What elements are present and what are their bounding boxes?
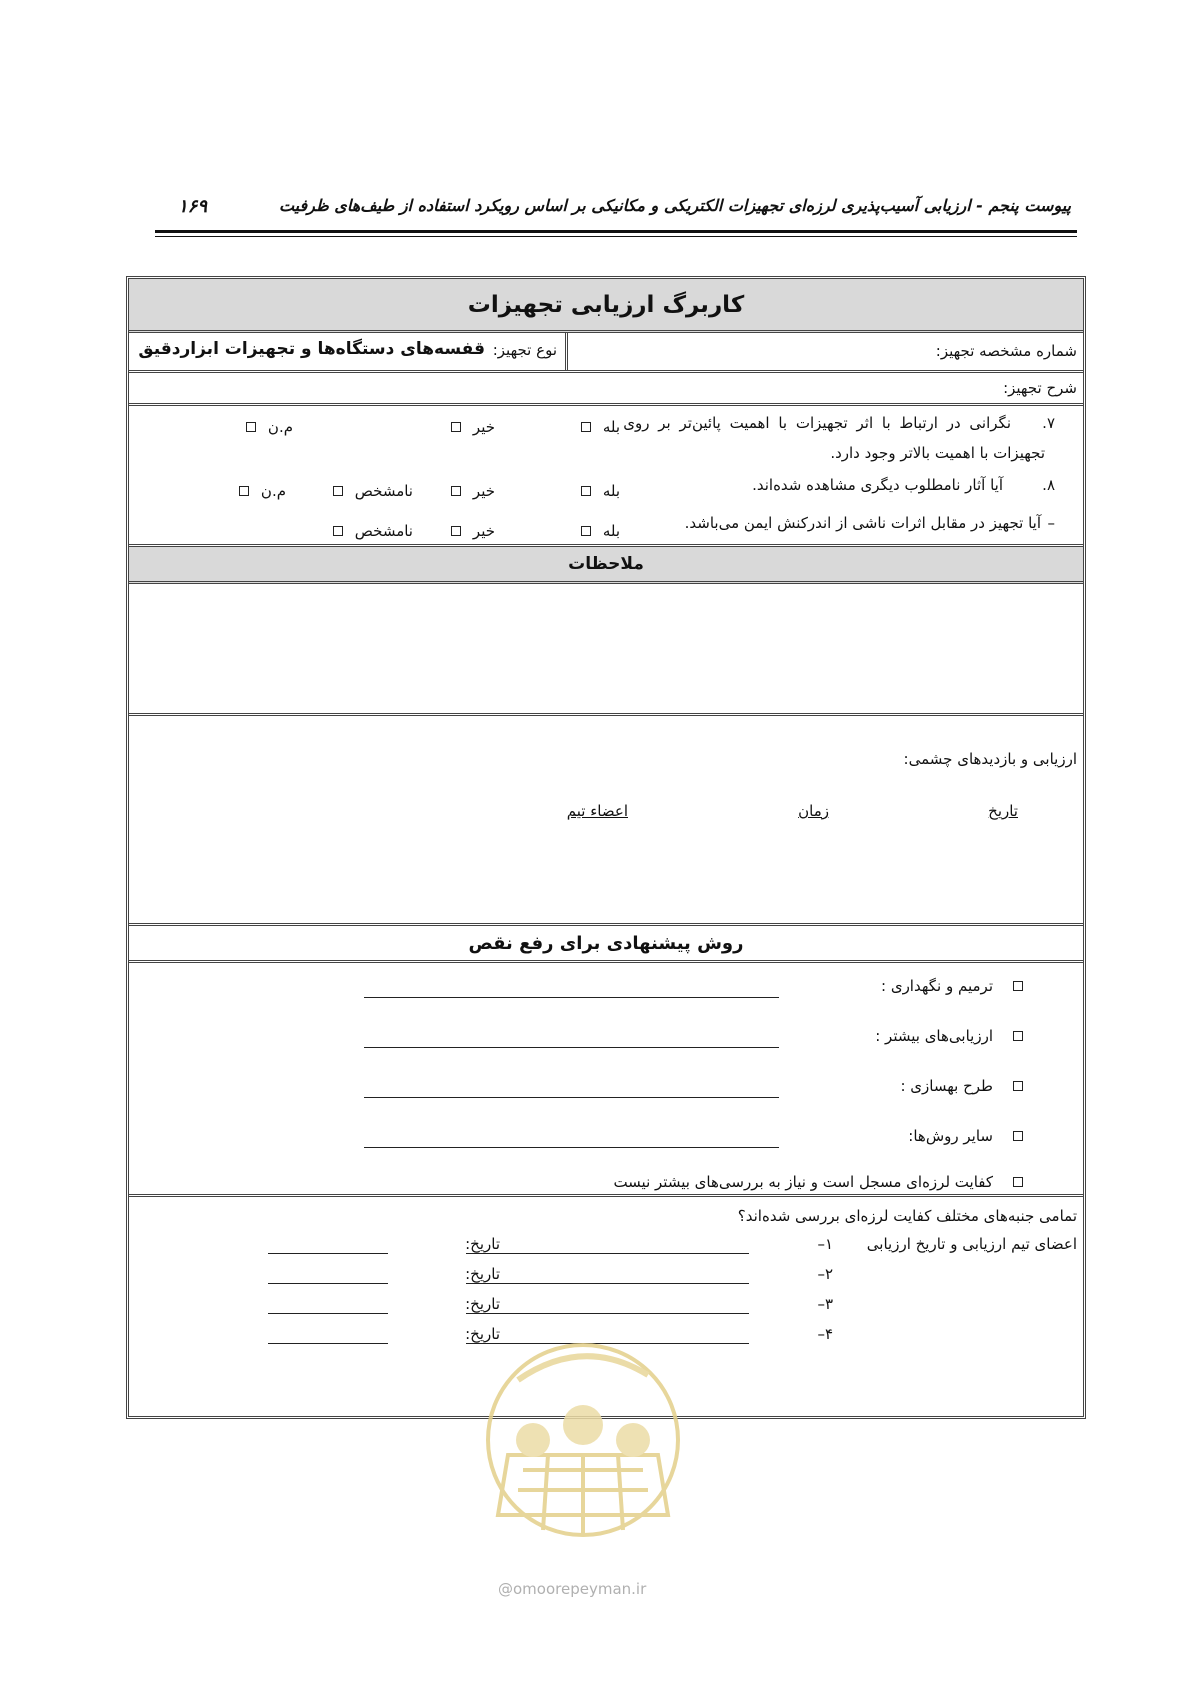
visual-inspection-label: ارزیابی و بازدیدهای چشمی: <box>903 750 1077 768</box>
q9-option-no[interactable] <box>451 522 495 540</box>
remedy-further-eval-line[interactable] <box>364 1047 779 1048</box>
equipment-id-label: شماره مشخصه تجهیز: <box>935 342 1077 360</box>
member-1-date-label: تاریخ: <box>465 1235 500 1253</box>
equipment-description-label: شرح تجهیز: <box>1003 379 1077 397</box>
member-3-date-line[interactable] <box>268 1313 388 1314</box>
q9-dash: – <box>1047 514 1055 532</box>
page-number: ۱۶۹ <box>178 196 208 217</box>
remedy-options-section <box>129 963 1083 1197</box>
q8-text: آیا آثار نامطلوب دیگری مشاهده شده‌اند. <box>752 476 1003 494</box>
remedy-option-adequate[interactable] <box>613 1173 1023 1191</box>
team-label: اعضای تیم ارزیابی و تاریخ ارزیابی <box>866 1235 1077 1253</box>
watermark-logo <box>478 1305 688 1575</box>
inspection-date-column: تاریخ <box>988 802 1018 820</box>
checkbox-icon[interactable] <box>1013 1031 1023 1041</box>
equipment-id-cell[interactable] <box>566 333 1083 370</box>
equipment-type-label: نوع تجهیز: <box>492 341 557 359</box>
q7-number: ۷. <box>1042 414 1055 432</box>
remedy-further-eval-label: ارزیابی‌های بیشتر : <box>875 1027 993 1045</box>
member-2-name-line[interactable] <box>466 1283 749 1284</box>
q8-option-unknown[interactable] <box>333 482 413 500</box>
remedy-retrofit-label: طرح بهسازی : <box>900 1077 993 1095</box>
q9-unknown-label: نامشخص <box>354 522 413 540</box>
q7-option-no[interactable] <box>451 418 495 436</box>
remedy-retrofit-line[interactable] <box>364 1097 779 1098</box>
q7-option-yes[interactable] <box>581 418 620 436</box>
remedy-other-line[interactable] <box>364 1147 779 1148</box>
remedy-title: روش پیشنهادی برای رفع نقص <box>468 932 744 954</box>
remarks-header <box>129 547 1083 584</box>
remedy-adequate-label: کفایت لرزه‌ای مسجل است و نیاز به بررسی‌های بیشتر نیست <box>613 1173 993 1191</box>
q8-option-yes[interactable] <box>581 482 620 500</box>
checkbox-icon[interactable] <box>239 486 249 496</box>
running-header-title: پیوست پنجم - ارزیابی آسیب‌پذیری لرزه‌ای تجهیزات الکتریکی و مکانیکی بر اساس رویکرد استفاده از طیف‌های ظرفیت <box>278 196 1071 215</box>
remedy-other-label: سایر روش‌ها: <box>908 1127 993 1145</box>
member-3-date-label: تاریخ: <box>465 1295 500 1313</box>
q8-option-no[interactable] <box>451 482 495 500</box>
inspection-time-column: زمان <box>798 802 829 820</box>
q8-unknown-label: نامشخص <box>354 482 413 500</box>
checkbox-icon[interactable] <box>246 422 256 432</box>
equipment-type-value: قفسه‌های دستگاه‌ها و تجهیزات ابزاردقیق <box>138 339 485 359</box>
q9-yes-label: بله <box>602 522 620 540</box>
member-2-date-line[interactable] <box>268 1283 388 1284</box>
member-2-date-label: تاریخ: <box>465 1265 500 1283</box>
remarks-title: ملاحظات <box>568 554 644 574</box>
equipment-id-type-row <box>129 333 1083 373</box>
equipment-description-row[interactable] <box>129 373 1083 406</box>
form-title: کاربرگ ارزیابی تجهیزات <box>467 291 745 318</box>
remedy-option-retrofit[interactable] <box>900 1077 1023 1095</box>
checkbox-icon[interactable] <box>1013 1131 1023 1141</box>
checkbox-icon[interactable] <box>333 486 343 496</box>
remedy-option-further-eval[interactable] <box>875 1027 1023 1045</box>
watermark-url: @omoorepeyman.ir <box>498 1580 647 1598</box>
checkbox-icon[interactable] <box>1013 1081 1023 1091</box>
header-rule <box>155 230 1077 233</box>
remedy-option-other[interactable] <box>908 1127 1023 1145</box>
q7-yes-label: بله <box>602 418 620 436</box>
remedy-header <box>129 926 1083 963</box>
checkbox-icon[interactable] <box>1013 981 1023 991</box>
q9-option-yes[interactable] <box>581 522 620 540</box>
checkbox-icon[interactable] <box>451 422 461 432</box>
member-1-number: ۱– <box>817 1235 833 1253</box>
q7-na-label: م.ن <box>267 418 293 436</box>
form-title-row <box>129 279 1083 333</box>
q8-no-label: خیر <box>472 482 495 500</box>
q8-option-na[interactable] <box>239 482 286 500</box>
q9-option-unknown[interactable] <box>333 522 413 540</box>
header-rule-thin <box>155 236 1077 237</box>
q7-option-na[interactable] <box>246 418 293 436</box>
remedy-repair-label: ترمیم و نگهداری : <box>881 977 993 995</box>
checkbox-icon[interactable] <box>581 422 591 432</box>
member-2-number: ۲– <box>817 1265 833 1283</box>
member-4-date-line[interactable] <box>268 1343 388 1344</box>
remedy-option-repair[interactable] <box>881 977 1023 995</box>
q9-text: آیا تجهیز در مقابل اثرات ناشی از اندرکنش ایمن می‌باشد. <box>684 514 1041 532</box>
inspection-team-column: اعضاء تیم <box>566 802 628 820</box>
member-1-name-line[interactable] <box>466 1253 749 1254</box>
checkbox-icon[interactable] <box>581 526 591 536</box>
q8-na-label: م.ن <box>260 482 286 500</box>
checkbox-icon[interactable] <box>451 526 461 536</box>
q9-no-label: خیر <box>472 522 495 540</box>
member-3-number: ۳– <box>817 1295 833 1313</box>
q7-text-line1: نگرانی در ارتباط با اثر تجهیزات با اهمیت پائین‌تر بر روی <box>623 414 1011 432</box>
remedy-repair-line[interactable] <box>364 997 779 998</box>
member-1-date-line[interactable] <box>268 1253 388 1254</box>
checkbox-icon[interactable] <box>333 526 343 536</box>
q8-number: ۸. <box>1042 476 1055 494</box>
logo-script-stroke <box>518 1356 648 1380</box>
member-4-date-label: تاریخ: <box>465 1325 500 1343</box>
signoff-question: تمامی جنبه‌های مختلف کفایت لرزه‌ای بررسی شده‌اند؟ <box>737 1207 1077 1225</box>
visual-inspection-section <box>129 716 1083 926</box>
equipment-type-cell[interactable] <box>129 333 568 370</box>
checkbox-icon[interactable] <box>451 486 461 496</box>
member-4-number: ۴– <box>817 1325 833 1343</box>
checkbox-icon[interactable] <box>581 486 591 496</box>
checkbox-icon[interactable] <box>1013 1177 1023 1187</box>
q7-no-label: خیر <box>472 418 495 436</box>
remarks-area[interactable] <box>129 584 1083 716</box>
q7-text-line2: تجهیزات با اهمیت بالاتر وجود دارد. <box>830 444 1045 462</box>
q8-yes-label: بله <box>602 482 620 500</box>
questions-row <box>129 406 1083 547</box>
equipment-evaluation-form <box>126 276 1086 1419</box>
